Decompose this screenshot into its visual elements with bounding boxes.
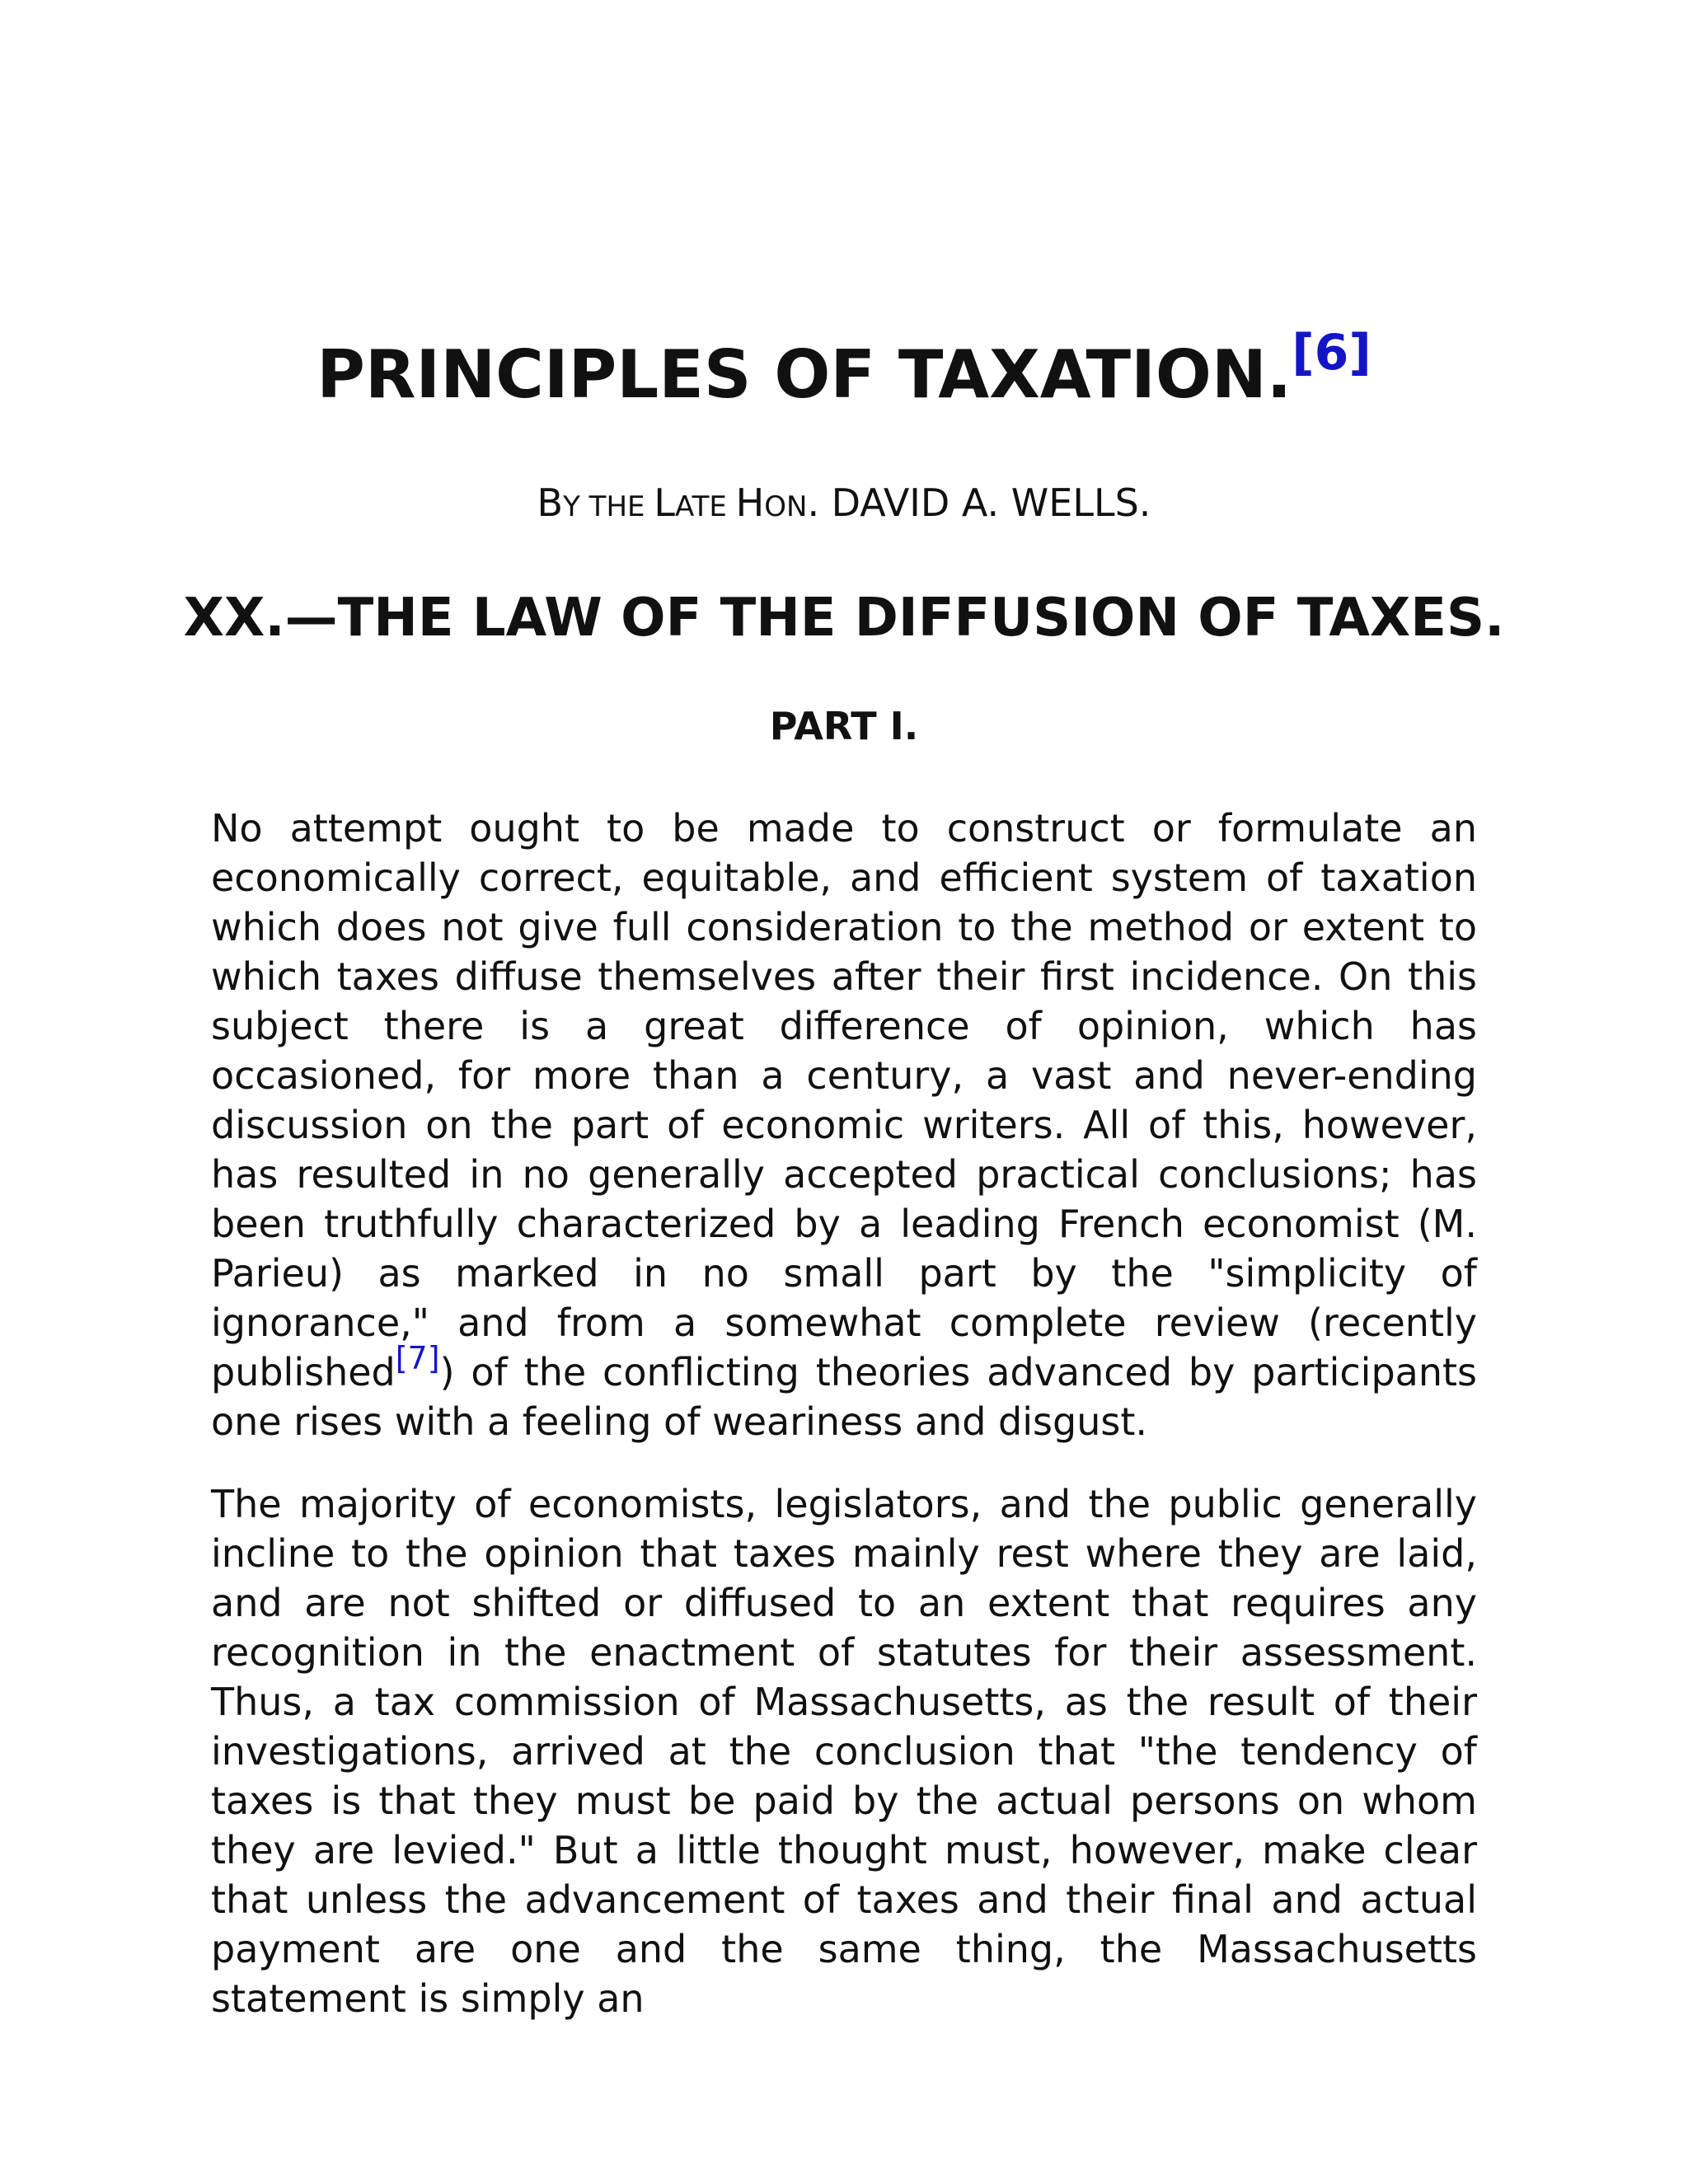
part-heading: PART I. [769, 704, 919, 748]
byline-late-initial: L [654, 480, 675, 525]
chapter-heading: XX.—THE LAW OF THE DIFFUSION OF TAXES. [183, 588, 1505, 649]
title-text: PRINCIPLES OF TAXATION. [316, 336, 1292, 413]
byline-author: . DAVID A. WELLS. [807, 480, 1151, 525]
document-title [0, 324, 1688, 422]
title-footnote-link[interactable]: [6] [1292, 324, 1372, 382]
byline-by-rest: Y THE [563, 490, 654, 523]
page-bottom-margin [0, 2036, 1688, 2184]
byline-hon-rest: ON [764, 490, 808, 523]
footnote-link-7[interactable]: [7] [395, 1340, 440, 1376]
body-paragraph-1 [211, 804, 1477, 1446]
byline-late-rest: ATE [674, 490, 736, 523]
body-paragraph-2: The majority of economists, legislators, and the public generally incline to the opinion that taxes mainly rest where they are laid, and are not shifted or diffused to an extent that requires any recognition in the enactment of statutes for their assessment. Thus, a tax commission of Massachusetts, as the result of their investigations, arrived at the conclusion that "the tendency of taxes is that they must be paid by the actual persons on whom they are levied." But a little thought must, however, make clear that unless the advancement of taxes and their final and actual payment are one and the same thing, the Massachusetts statement is simply an [211, 1482, 1477, 2021]
byline-hon-initial: H [735, 480, 765, 525]
byline-by-initial: B [537, 480, 564, 525]
byline [0, 474, 1688, 536]
paragraph-1-text-before: No attempt ought to be made to construct or formulate an economically correct, equitable, and efficient system of taxation which does not give full consideration to the method or extent to which taxes diffuse themselves after their first incidence. On this subject there is a great difference of opinion, which has occasioned, for more than a century, a vast and never-ending discussion on the part of economic writers. All of this, however, has resulted in no generally accepted practical conclusions; has been truthfully characterized by a leading French economist (M. Parieu) as marked in no small part by the "simplicity of ignorance," and from a somewhat complete review (recently published [211, 806, 1477, 1394]
paragraph-1-text-after: ) of the conflicting theories advanced by participants one rises with a feeling of weariness and disgust. [211, 1350, 1477, 1444]
